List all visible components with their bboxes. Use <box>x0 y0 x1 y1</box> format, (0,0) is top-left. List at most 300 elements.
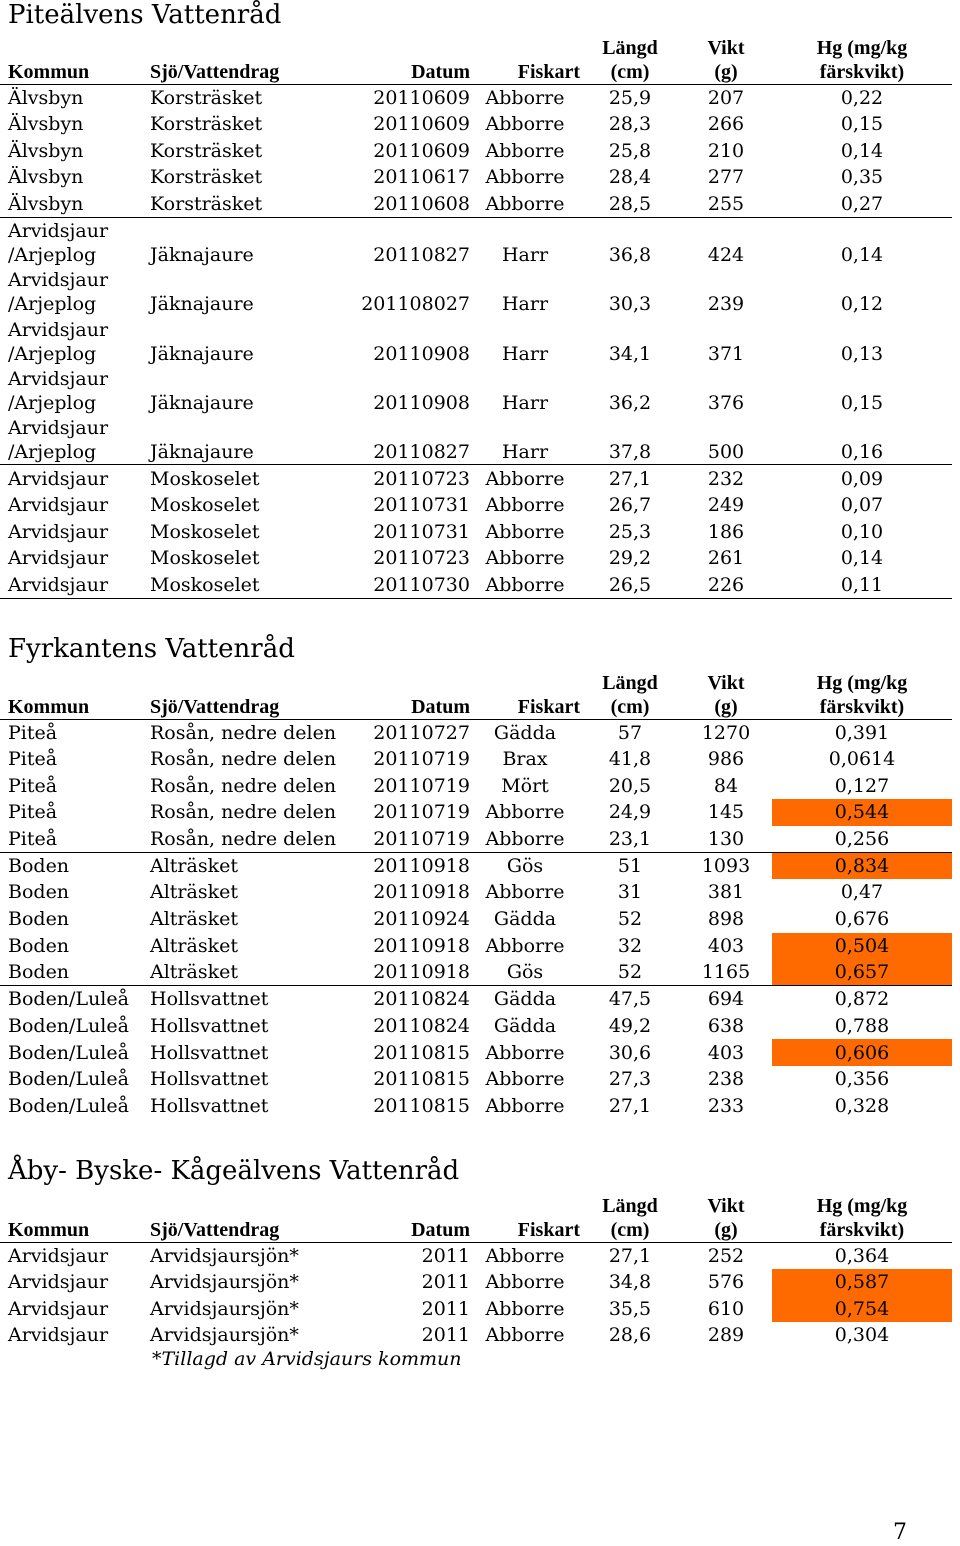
header-row <box>0 1186 952 1242</box>
col-header-fiskart: Fiskart <box>470 1186 580 1242</box>
cell-fiskart: Abborre <box>485 1297 565 1320</box>
cell-langd: 23,1 <box>608 827 652 850</box>
cell-datum: 2011 <box>421 1297 470 1320</box>
cell-kommun: Arvidsjaur /Arjeplog <box>8 417 109 464</box>
cell-fiskart: Gädda <box>493 721 557 744</box>
cell-langd: 29,2 <box>608 547 652 570</box>
cell-kommun: Älvsbyn <box>8 166 84 189</box>
table-row <box>0 465 952 492</box>
table-row <box>0 1242 952 1269</box>
table-row <box>0 852 952 879</box>
cell-datum: 20110815 <box>373 1041 470 1064</box>
table-row <box>0 1039 952 1066</box>
table-row <box>0 959 952 986</box>
col-header-langd <box>580 28 680 84</box>
cell-fiskart: Harr <box>501 441 549 464</box>
cell-vikt: 986 <box>707 748 745 771</box>
cell-hg: 0,14 <box>840 547 884 570</box>
cell-sjo: Alträsket <box>150 881 238 904</box>
cell-sjo: Korsträsket <box>150 166 263 189</box>
section-title: Fyrkantens Vattenråd <box>8 634 295 664</box>
cell-hg: 0,356 <box>834 1068 890 1091</box>
cell-vikt: 255 <box>707 192 745 215</box>
cell-kommun: Piteå <box>8 774 58 797</box>
cell-datum: 20110617 <box>373 166 470 189</box>
cell-fiskart: Abborre <box>485 493 565 516</box>
cell-datum: 20110719 <box>373 801 470 824</box>
cell-kommun: Arvidsjaur <box>8 1297 109 1320</box>
table-row <box>0 366 952 416</box>
table-row <box>0 1269 952 1296</box>
cell-vikt: 638 <box>707 1014 745 1037</box>
col-header-langd-line2: (cm) <box>610 60 650 83</box>
cell-langd: 25,8 <box>608 139 652 162</box>
cell-langd: 27,3 <box>608 1068 652 1091</box>
cell-hg: 0,14 <box>772 217 952 267</box>
col-header-datum: Datum <box>342 663 470 719</box>
cell-langd: 24,9 <box>608 801 652 824</box>
cell-sjo: Jäknajaure <box>150 217 342 267</box>
cell-hg: 0,14 <box>840 139 884 162</box>
cell-kommun: Arvidsjaur <box>0 465 150 492</box>
cell-sjo: Korsträsket <box>150 192 263 215</box>
table-row <box>0 415 952 465</box>
cell-sjo: Rosån, nedre delen <box>150 774 337 797</box>
col-header-hg-line1: Hg (mg/kg <box>816 1194 908 1217</box>
col-header-kommun: Kommun <box>0 28 150 84</box>
page-number: 7 <box>893 1520 907 1545</box>
cell-langd: 30,3 <box>608 293 652 316</box>
col-header-vikt-line1: Vikt <box>707 671 745 694</box>
col-header-langd-line1: Längd <box>602 1194 658 1217</box>
cell-datum: 2011 <box>421 1271 470 1294</box>
cell-vikt: 145 <box>707 801 745 824</box>
mercury-table <box>0 28 952 599</box>
cell-kommun: Älvsbyn <box>8 139 84 162</box>
header-row <box>0 28 952 84</box>
col-header-hg-line2: färskvikt) <box>819 695 905 718</box>
col-header-sjo: Sjö/Vattendrag <box>150 28 342 84</box>
cell-datum: 20110908 <box>373 392 470 415</box>
cell-langd: 34,8 <box>608 1271 652 1294</box>
col-header-langd-line2: (cm) <box>610 1218 650 1241</box>
cell-fiskart: Abborre <box>470 572 580 599</box>
cell-datum: 20110824 <box>342 986 470 1013</box>
table-row <box>0 719 952 746</box>
cell-hg: 0,13 <box>840 342 884 365</box>
table-row <box>0 316 952 366</box>
mercury-table <box>0 663 952 1119</box>
table-row <box>0 137 952 164</box>
cell-hg: 0,754 <box>772 1295 952 1322</box>
cell-kommun: Arvidsjaur /Arjeplog <box>8 318 109 365</box>
cell-fiskart: Gös <box>506 961 544 984</box>
col-header-vikt-line2: (g) <box>714 695 738 718</box>
col-header-langd-line1: Längd <box>602 36 658 59</box>
cell-hg: 0,606 <box>772 1039 952 1066</box>
cell-kommun: Arvidsjaur <box>0 572 150 599</box>
section-title: Piteälvens Vattenråd <box>8 0 282 30</box>
cell-langd: 26,7 <box>608 493 652 516</box>
cell-kommun: Arvidsjaur <box>8 493 109 516</box>
mercury-table <box>0 1186 952 1349</box>
cell-sjo: Hollsvattnet <box>150 1014 269 1037</box>
cell-fiskart: Abborre <box>485 86 565 109</box>
cell-langd: 47,5 <box>580 986 680 1013</box>
col-header-hg-line2: färskvikt) <box>819 60 905 83</box>
cell-sjo: Korsträsket <box>150 86 263 109</box>
cell-hg: 0,12 <box>840 293 884 316</box>
cell-fiskart: Abborre <box>470 465 580 492</box>
col-header-vikt <box>680 1186 772 1242</box>
cell-vikt: 1270 <box>701 721 751 744</box>
cell-hg: 0,47 <box>840 881 884 904</box>
cell-kommun: Älvsbyn <box>8 86 84 109</box>
cell-kommun: Arvidsjaur <box>8 547 109 570</box>
cell-langd: 28,5 <box>608 192 652 215</box>
cell-kommun: Boden/Luleå <box>8 1014 129 1037</box>
cell-hg: 0,391 <box>834 721 890 744</box>
cell-kommun: Arvidsjaur /Arjeplog <box>8 269 109 316</box>
cell-langd: 36,8 <box>580 217 680 267</box>
cell-fiskart: Abborre <box>485 1324 565 1347</box>
col-header-datum: Datum <box>342 1186 470 1242</box>
cell-langd: 52 <box>617 961 643 984</box>
cell-sjo: Jäknajaure <box>150 342 254 365</box>
cell-vikt: 239 <box>707 293 745 316</box>
cell-fiskart: Abborre <box>485 1094 565 1117</box>
cell-sjo: Jäknajaure <box>150 441 254 464</box>
cell-hg: 0,872 <box>772 986 952 1013</box>
cell-hg: 0,304 <box>834 1324 890 1347</box>
cell-datum: 20110731 <box>373 493 470 516</box>
cell-hg: 0,364 <box>834 1244 890 1267</box>
cell-datum: 20110719 <box>373 827 470 850</box>
cell-hg: 0,22 <box>840 86 884 109</box>
table-row <box>0 572 952 599</box>
cell-langd: 52 <box>617 908 643 931</box>
cell-langd: 27,1 <box>580 465 680 492</box>
col-header-vikt <box>680 663 772 719</box>
table-row <box>0 111 952 138</box>
cell-vikt: 186 <box>707 520 745 543</box>
cell-datum: 20110908 <box>373 342 470 365</box>
cell-kommun: Arvidsjaur /Arjeplog <box>0 217 150 267</box>
cell-fiskart: Abborre <box>485 1068 565 1091</box>
col-header-vikt <box>680 28 772 84</box>
cell-hg: 0,16 <box>840 441 884 464</box>
cell-sjo: Moskoselet <box>150 547 260 570</box>
cell-vikt: 226 <box>680 572 772 599</box>
cell-fiskart: Harr <box>501 293 549 316</box>
cell-sjo: Rosån, nedre delen <box>150 801 337 824</box>
cell-vikt: 266 <box>707 113 745 136</box>
table-row <box>0 772 952 799</box>
cell-datum: 20110723 <box>342 465 470 492</box>
col-header-sjo: Sjö/Vattendrag <box>150 1186 342 1242</box>
cell-vikt: 403 <box>707 1041 745 1064</box>
cell-hg: 0,07 <box>840 493 884 516</box>
table-row <box>0 267 952 317</box>
cell-fiskart: Gädda <box>493 1014 557 1037</box>
table-row <box>0 1093 952 1120</box>
cell-fiskart: Abborre <box>485 139 565 162</box>
cell-hg: 0,0614 <box>828 748 896 771</box>
cell-fiskart: Abborre <box>485 827 565 850</box>
cell-sjo: Alträsket <box>150 908 238 931</box>
table-row <box>0 746 952 773</box>
cell-vikt: 500 <box>707 441 745 464</box>
cell-datum: 20110824 <box>373 1014 470 1037</box>
cell-fiskart: Gös <box>470 852 580 879</box>
cell-kommun: Piteå <box>8 748 58 771</box>
cell-langd: 28,6 <box>608 1324 652 1347</box>
table-row <box>0 191 952 218</box>
cell-fiskart: Gädda <box>493 908 557 931</box>
cell-langd: 20,5 <box>608 774 652 797</box>
cell-datum: 20110719 <box>373 774 470 797</box>
cell-vikt: 289 <box>707 1324 745 1347</box>
col-header-hg <box>772 663 952 719</box>
col-header-vikt-line1: Vikt <box>707 36 745 59</box>
table-row <box>0 1013 952 1040</box>
cell-langd: 49,2 <box>608 1014 652 1037</box>
table-row <box>0 492 952 519</box>
col-header-vikt-line1: Vikt <box>707 1194 745 1217</box>
cell-fiskart: Harr <box>501 342 549 365</box>
cell-kommun: Piteå <box>8 721 58 744</box>
cell-vikt: 261 <box>707 547 745 570</box>
cell-datum: 20110815 <box>373 1094 470 1117</box>
table-row <box>0 799 952 826</box>
cell-langd: 30,6 <box>608 1041 652 1064</box>
table-row <box>0 879 952 906</box>
cell-datum: 20110815 <box>373 1068 470 1091</box>
cell-datum: 20110918 <box>373 881 470 904</box>
cell-fiskart: Abborre <box>485 113 565 136</box>
cell-datum: 20110719 <box>373 748 470 771</box>
cell-vikt: 576 <box>707 1271 745 1294</box>
cell-datum: 20110918 <box>373 934 470 957</box>
cell-fiskart: Abborre <box>485 801 565 824</box>
col-header-langd-line2: (cm) <box>610 695 650 718</box>
table-row <box>0 933 952 960</box>
section-title: Åby- Byske- Kågeälvens Vattenråd <box>8 1156 460 1186</box>
cell-hg: 0,834 <box>772 852 952 879</box>
cell-sjo: Arvidsjaursjön* <box>150 1244 299 1267</box>
table-row <box>0 84 952 111</box>
cell-langd: 28,4 <box>608 166 652 189</box>
cell-hg: 0,328 <box>834 1094 890 1117</box>
col-header-vikt-line2: (g) <box>714 1218 738 1241</box>
cell-datum: 20110827 <box>342 217 470 267</box>
cell-vikt: 424 <box>680 217 772 267</box>
cell-sjo: Rosån, nedre delen <box>150 748 337 771</box>
cell-sjo: Hollsvattnet <box>150 1094 269 1117</box>
col-header-fiskart: Fiskart <box>470 663 580 719</box>
cell-langd: 31 <box>617 881 643 904</box>
table-row <box>0 1066 952 1093</box>
cell-vikt: 84 <box>713 774 739 797</box>
cell-vikt: 252 <box>707 1244 745 1267</box>
cell-fiskart: Abborre <box>485 192 565 215</box>
col-header-sjo: Sjö/Vattendrag <box>150 663 342 719</box>
cell-sjo: Alträsket <box>150 934 238 957</box>
cell-hg: 0,504 <box>772 933 952 960</box>
col-header-hg <box>772 28 952 84</box>
cell-vikt: 403 <box>707 934 745 957</box>
cell-fiskart: Abborre <box>485 1041 565 1064</box>
cell-datum: 20110727 <box>373 721 470 744</box>
cell-sjo: Moskoselet <box>150 520 260 543</box>
cell-vikt: 694 <box>680 986 772 1013</box>
cell-kommun: Boden <box>8 961 70 984</box>
cell-vikt: 1165 <box>701 961 751 984</box>
cell-kommun: Boden/Luleå <box>8 1094 129 1117</box>
cell-fiskart: Gädda <box>470 986 580 1013</box>
cell-sjo: Alträsket <box>150 961 238 984</box>
table-row <box>0 164 952 191</box>
table-row <box>0 906 952 933</box>
cell-langd: 27,1 <box>608 1244 652 1267</box>
cell-datum: 201108027 <box>361 293 470 316</box>
cell-hg: 0,27 <box>840 192 884 215</box>
footnote: *Tillagd av Arvidsjaurs kommun <box>152 1348 462 1370</box>
cell-sjo: Moskoselet <box>150 493 260 516</box>
cell-langd: 41,8 <box>608 748 652 771</box>
cell-hg: 0,657 <box>772 959 952 986</box>
cell-hg: 0,544 <box>772 799 952 826</box>
cell-sjo: Arvidsjaursjön* <box>150 1297 299 1320</box>
cell-hg: 0,676 <box>834 908 890 931</box>
col-header-langd <box>580 1186 680 1242</box>
cell-kommun: Arvidsjaur <box>8 1324 109 1347</box>
cell-langd: 26,5 <box>580 572 680 599</box>
cell-vikt: 233 <box>707 1094 745 1117</box>
col-header-datum: Datum <box>342 28 470 84</box>
col-header-vikt-line2: (g) <box>714 60 738 83</box>
cell-fiskart: Brax <box>502 748 548 771</box>
cell-sjo: Hollsvattnet <box>150 1068 269 1091</box>
cell-kommun: Älvsbyn <box>8 113 84 136</box>
cell-langd: 35,5 <box>608 1297 652 1320</box>
cell-sjo: Moskoselet <box>150 465 342 492</box>
cell-fiskart: Abborre <box>485 166 565 189</box>
cell-sjo: Arvidsjaursjön* <box>150 1324 299 1347</box>
col-header-hg-line1: Hg (mg/kg <box>816 36 908 59</box>
cell-langd: 25,3 <box>608 520 652 543</box>
cell-kommun: Boden/Luleå <box>8 1068 129 1091</box>
cell-datum: 20110827 <box>373 441 470 464</box>
cell-datum: 20110608 <box>373 192 470 215</box>
col-header-hg-line1: Hg (mg/kg <box>816 671 908 694</box>
table-row <box>0 986 952 1013</box>
cell-langd: 25,9 <box>608 86 652 109</box>
cell-fiskart: Abborre <box>485 520 565 543</box>
cell-datum: 20110609 <box>373 113 470 136</box>
cell-vikt: 610 <box>707 1297 745 1320</box>
col-header-kommun: Kommun <box>0 663 150 719</box>
cell-fiskart: Abborre <box>485 1244 565 1267</box>
cell-datum: 20110731 <box>373 520 470 543</box>
cell-sjo: Korsträsket <box>150 113 263 136</box>
cell-sjo: Hollsvattnet <box>150 1041 269 1064</box>
cell-datum: 20110609 <box>373 86 470 109</box>
table-row <box>0 1322 952 1349</box>
cell-kommun: Boden/Luleå <box>8 1041 129 1064</box>
cell-vikt: 130 <box>707 827 745 850</box>
cell-kommun: Piteå <box>8 827 58 850</box>
cell-fiskart: Harr <box>470 217 580 267</box>
cell-langd: 32 <box>617 934 643 957</box>
cell-datum: 20110918 <box>373 961 470 984</box>
cell-kommun: Boden <box>0 852 150 879</box>
cell-kommun: Arvidsjaur <box>8 1271 109 1294</box>
cell-fiskart: Abborre <box>485 1271 565 1294</box>
table-row <box>0 826 952 853</box>
cell-langd: 36,2 <box>608 392 652 415</box>
cell-kommun: Arvidsjaur <box>8 1244 109 1267</box>
cell-hg: 0,788 <box>834 1014 890 1037</box>
cell-sjo: Alträsket <box>150 852 342 879</box>
header-row <box>0 663 952 719</box>
cell-datum: 20110609 <box>373 139 470 162</box>
cell-langd: 57 <box>617 721 643 744</box>
col-header-langd-line1: Längd <box>602 671 658 694</box>
cell-datum: 20110918 <box>342 852 470 879</box>
cell-fiskart: Abborre <box>485 881 565 904</box>
cell-sjo: Rosån, nedre delen <box>150 721 337 744</box>
cell-vikt: 249 <box>707 493 745 516</box>
cell-kommun: Boden <box>8 934 70 957</box>
cell-hg: 0,15 <box>840 113 884 136</box>
cell-hg: 0,11 <box>772 572 952 599</box>
cell-langd: 37,8 <box>608 441 652 464</box>
cell-langd: 27,1 <box>608 1094 652 1117</box>
cell-vikt: 232 <box>680 465 772 492</box>
cell-kommun: Älvsbyn <box>8 192 84 215</box>
cell-hg: 0,127 <box>834 774 890 797</box>
cell-hg: 0,256 <box>834 827 890 850</box>
cell-hg: 0,10 <box>840 520 884 543</box>
cell-langd: 51 <box>580 852 680 879</box>
cell-kommun: Piteå <box>8 801 58 824</box>
cell-fiskart: Mört <box>501 774 549 797</box>
cell-datum: 2011 <box>421 1324 470 1347</box>
cell-hg: 0,09 <box>772 465 952 492</box>
cell-hg: 0,35 <box>840 166 884 189</box>
table-row <box>0 217 952 267</box>
cell-sjo: Moskoselet <box>150 572 342 599</box>
cell-sjo: Arvidsjaursjön* <box>150 1271 299 1294</box>
cell-vikt: 207 <box>707 86 745 109</box>
cell-vikt: 277 <box>707 166 745 189</box>
cell-hg: 0,587 <box>772 1269 952 1296</box>
table-row <box>0 1295 952 1322</box>
col-header-fiskart: Fiskart <box>470 28 580 84</box>
col-header-hg <box>772 1186 952 1242</box>
cell-sjo: Rosån, nedre delen <box>150 827 337 850</box>
cell-datum: 2011 <box>421 1244 470 1267</box>
col-header-langd <box>580 663 680 719</box>
cell-fiskart: Abborre <box>485 547 565 570</box>
cell-sjo: Jäknajaure <box>150 392 254 415</box>
cell-vikt: 210 <box>707 139 745 162</box>
cell-sjo: Korsträsket <box>150 139 263 162</box>
cell-datum: 20110924 <box>373 908 470 931</box>
cell-kommun: Boden <box>8 881 70 904</box>
cell-sjo: Hollsvattnet <box>150 986 342 1013</box>
